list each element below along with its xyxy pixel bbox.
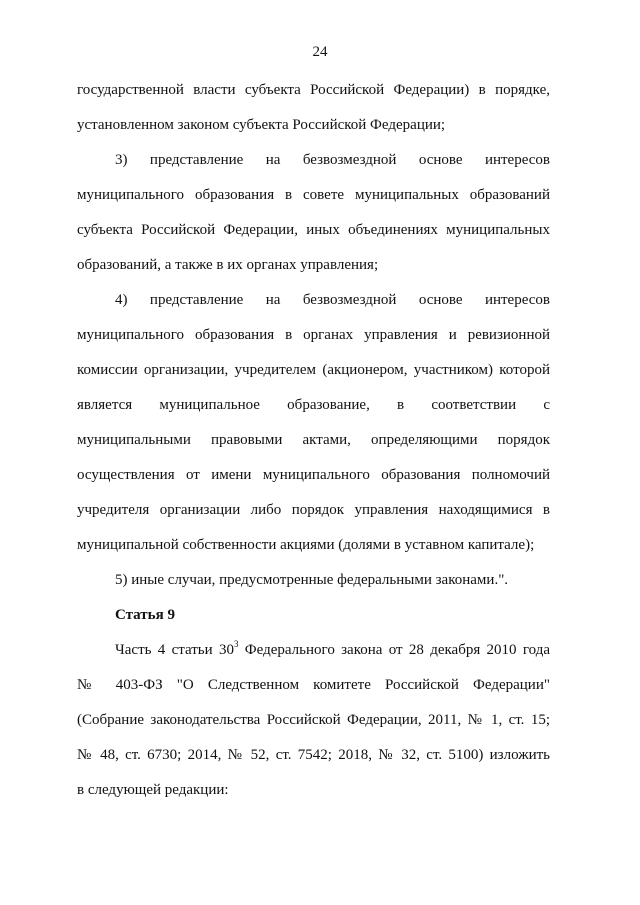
text-line: образований, а также в их органах управления;: [77, 257, 379, 273]
article-heading: Статья 9: [115, 607, 175, 623]
text-line: учредителя организации либо порядок управления находящимися в: [77, 502, 550, 518]
text-line: № 48, ст. 6730; 2014, № 52, ст. 7542; 2018, № 32, ст. 5100) изложить: [77, 747, 550, 763]
text-line: осуществления от имени муниципального образования полномочий: [77, 467, 550, 483]
text-line: муниципальной собственности акциями (долями в уставном капитале);: [77, 537, 535, 553]
text-line: государственной власти субъекта Российской Федерации) в порядке,: [77, 82, 550, 98]
article-9-text-end: Федерального закона от 28 декабря 2010 года: [238, 642, 550, 658]
superscript-3: 3: [233, 639, 239, 649]
text-line: субъекта Российской Федерации, иных объединениях муниципальных: [77, 222, 550, 238]
list-item-5: 5) иные случаи, предусмотренные федеральными законами.".: [115, 572, 509, 588]
page-number: 24: [312, 44, 328, 60]
document-body: [77, 78, 550, 813]
text-line: комиссии организации, учредителем (акционером, участником) которой: [77, 362, 550, 378]
text-line: (Собрание законодательства Российской Федерации, 2011, № 1, ст. 15;: [77, 712, 550, 728]
text-line: муниципального образования в совете муниципальных образований: [77, 187, 550, 203]
text-line: муниципального образования в органах управления и ревизионной: [77, 327, 550, 343]
list-item-4: 4) представление на безвозмездной основе интересов: [115, 292, 550, 308]
text-line: является муниципальное образование, в соответствии с: [77, 397, 550, 413]
text-line: муниципальными правовыми актами, определяющими порядок: [77, 432, 550, 448]
list-item-3: 3) представление на безвозмездной основе интересов: [115, 152, 550, 168]
text-line: № 403-ФЗ "О Следственном комитете Российской Федерации": [77, 677, 550, 693]
article-9-text-start: Часть 4 статьи 30: [115, 642, 234, 658]
article-9-first-line: [77, 638, 550, 673]
text-line: в следующей редакции:: [77, 782, 229, 798]
text-line: установленном законом субъекта Российской Федерации;: [77, 117, 446, 133]
